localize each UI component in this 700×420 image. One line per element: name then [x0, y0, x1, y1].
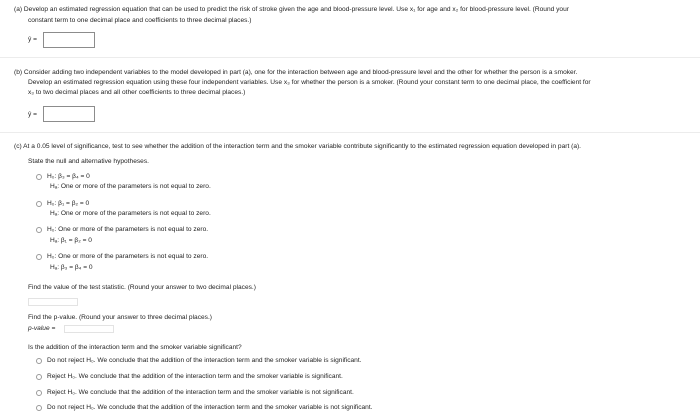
hypothesis-option-4-radio[interactable]	[36, 254, 42, 260]
significance-prompt: Is the addition of the interaction term and the smoker variable significant?	[28, 344, 242, 351]
hypothesis-option-4-ha: Hₐ: β₃ = β₄ = 0	[50, 264, 93, 271]
part-b-question-line1: (b) Consider adding two independent variables to the model developed in part (a), one for the interaction between age and blood-pressure level and the other for whether the person is a smoker.	[14, 69, 578, 76]
part-b-equation-input[interactable]	[43, 106, 95, 122]
hypothesis-option-3-ha: Hₐ: β₁ = β₂ = 0	[50, 237, 92, 244]
p-value-prompt: Find the p-value. (Round your answer to three decimal places.)	[28, 314, 212, 321]
part-a-yhat-label: ŷ =	[28, 36, 37, 43]
part-c-question: (c) At a 0.05 level of significance, test to see whether the addition of the interaction term and the smoker variable contribute significantly to the estimated regression equation developed in part (a).	[14, 143, 582, 150]
section-divider	[0, 132, 700, 133]
conclusion-option-2-text: Reject H₀. We conclude that the addition of the interaction term and the smoker variable is significant.	[47, 373, 343, 380]
conclusion-option-1-radio[interactable]	[36, 358, 42, 364]
part-a-equation-input[interactable]	[43, 32, 95, 48]
p-value-input[interactable]	[64, 325, 114, 333]
part-b-yhat-label: ŷ =	[28, 111, 37, 118]
hypothesis-option-2-radio[interactable]	[36, 201, 42, 207]
part-b-question-line3: x₃ to two decimal places and all other coefficients to three decimal places.)	[28, 89, 246, 96]
section-divider	[0, 57, 700, 58]
hypothesis-option-3-h0: H₀: One or more of the parameters is not equal to zero.	[47, 226, 209, 233]
part-b-question-line2: Develop an estimated regression equation using these four independent variables. Use x₃ for whether the person is a smoker. (Round your constant term to one decimal place, the coefficient for	[28, 79, 591, 86]
conclusion-option-3-radio[interactable]	[36, 390, 42, 396]
conclusion-option-2-radio[interactable]	[36, 374, 42, 380]
hypothesis-option-4-h0: H₀: One or more of the parameters is not equal to zero.	[47, 253, 209, 260]
test-statistic-prompt: Find the value of the test statistic. (Round your answer to two decimal places.)	[28, 284, 256, 291]
conclusion-option-3-text: Reject H₀. We conclude that the addition of the interaction term and the smoker variable is not significant.	[47, 389, 354, 396]
conclusion-option-1-text: Do not reject H₀. We conclude that the addition of the interaction term and the smoker variable is significant.	[47, 357, 362, 364]
hypothesis-option-1-ha: Hₐ: One or more of the parameters is not equal to zero.	[50, 183, 211, 190]
part-a-question-line2: constant term to one decimal place and coefficients to three decimal places.)	[28, 17, 252, 24]
hypothesis-option-1-radio[interactable]	[36, 174, 42, 180]
hypotheses-prompt: State the null and alternative hypotheses.	[28, 158, 149, 165]
conclusion-option-4-text: Do not reject H₀. We conclude that the addition of the interaction term and the smoker variable is not significant.	[47, 404, 373, 411]
part-a-question-line1: (a) Develop an estimated regression equation that can be used to predict the risk of stroke given the age and blood-pressure level. Use x₁ for age and x₂ for blood-pressure level. (Round your	[14, 6, 569, 13]
hypothesis-option-2-h0: H₀: β₁ = β₂ = 0	[47, 200, 90, 207]
conclusion-option-4-radio[interactable]	[36, 405, 42, 411]
hypothesis-option-3-radio[interactable]	[36, 227, 42, 233]
test-statistic-input[interactable]	[28, 298, 78, 306]
hypothesis-option-1-h0: H₀: β₃ = β₄ = 0	[47, 173, 90, 180]
p-value-label: p-value =	[28, 325, 56, 332]
hypothesis-option-2-ha: Hₐ: One or more of the parameters is not equal to zero.	[50, 210, 211, 217]
